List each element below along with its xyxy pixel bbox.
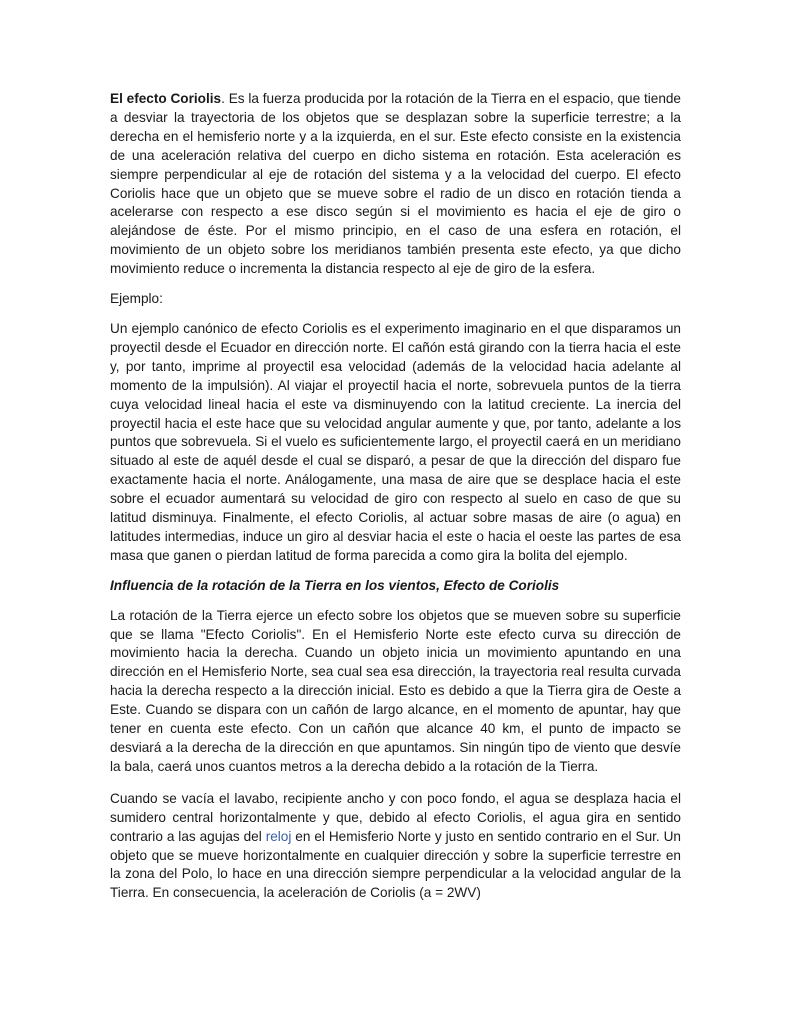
- term-lead: El efecto Coriolis: [110, 91, 222, 106]
- paragraph-sink: [110, 790, 681, 903]
- paragraph-winds: La rotación de la Tierra ejerce un efecto sobre los objetos que se mueven sobre su superficie que se llama "Efecto Coriolis". En el Hemisferio Norte este efecto curva su dirección de movimiento hacia la derecha. Cuando un objeto inicia un movimiento apuntando en una dirección en el Hemisferio Norte, sea cual sea esa dirección, la trayectoria real resulta curvada hacia la derecha respecto a la dirección inicial. Esto es debido a que la Tierra gira de Oeste a Este. Cuando se dispara con un cañón de largo alcance, en el momento de apuntar, hay que tener en cuenta este efecto. Con un cañón que alcance 40 km, el punto de impacto se desviará a la derecha de la dirección en que apuntamos. Sin ningún tipo de viento que desvíe la bala, caerá unos cuantos metros a la derecha debido a la rotación de la Tierra.: [110, 607, 681, 774]
- paragraph-definition: [110, 90, 681, 279]
- section-heading: Influencia de la rotación de la Tierra en los vientos, Efecto de Coriolis: [110, 577, 560, 593]
- sink-text-after: en el Hemisferio Norte y justo en sentido contrario en el Sur. Un objeto que se mueve horizontalmente en cualquier dirección y sobre la superficie terrestre en la zona del Polo, lo hace en una dirección siempre perpendicular a la velocidad angular de la Tierra. En consecuencia, la aceleración de Coriolis (a = 2WV): [110, 828, 681, 901]
- reloj-link[interactable]: reloj: [265, 828, 292, 844]
- definition-text: . Es la fuerza producida por la rotación de la Tierra en el espacio, que tiende a desviar la trayectoria de los objetos que se desplazan sobre la superficie terrestre; a la derecha en el hemisferio norte y a la izquierda, en el sur. Este efecto consiste en la existencia de una aceleración relativa del cuerpo en dicho sistema en rotación. Esta aceleración es siempre perpendicular al eje de rotación del sistema y a la velocidad del cuerpo. El efecto Coriolis hace que un objeto que se mueve sobre el radio de un disco en rotación tienda a acelerarse con respecto a ese disco según si el movimiento es hacia el eje de giro o alejándose de éste. Por el mismo principio, en el caso de una esfera en rotación, el movimiento de un objeto sobre los meridianos también presenta este efecto, ya que dicho movimiento reduce o incrementa la distancia respecto al eje de giro de la esfera.: [110, 91, 681, 277]
- paragraph-example: Un ejemplo canónico de efecto Coriolis es el experimento imaginario en el que disparamos un proyectil desde el Ecuador en dirección norte. El cañón está girando con la tierra hacia el este y, por tanto, imprime al proyectil esa velocidad (además de la velocidad hacia adelante al momento de la impulsión). Al viajar el proyectil hacia el norte, sobrevuela puntos de la tierra cuya velocidad lineal hacia el este va disminuyendo con la latitud creciente. La inercia del proyectil hacia el este hace que su velocidad angular aumente y que, por tanto, adelante a los puntos que sobrevuela. Si el vuelo es suficientemente largo, el proyectil caerá en un meridiano situado al este de aquél desde el cual se disparó, a pesar de que la dirección del disparo fue exactamente hacia el norte. Análogamente, una masa de aire que se desplace hacia el este sobre el ecuador aumentará su velocidad de giro con respecto al suelo en caso de que su latitud disminuya. Finalmente, el efecto Coriolis, al actuar sobre masas de aire (o agua) en latitudes intermedias, induce un giro al desviar hacia el este o hacia el oeste las partes de esa masa que ganen o pierdan latitud de forma parecida a como gira la bolita del ejemplo.: [110, 320, 681, 563]
- example-label: Ejemplo:: [110, 291, 163, 307]
- document-page: [110, 90, 681, 903]
- sink-text-before: Cuando se vacía el lavabo, recipiente ancho y con poco fondo, el agua se desplaza hacia el sumidero central horizontalmente y que, debido al efecto Coriolis, el agua gira en sentido contrario a las agujas del: [110, 790, 681, 844]
